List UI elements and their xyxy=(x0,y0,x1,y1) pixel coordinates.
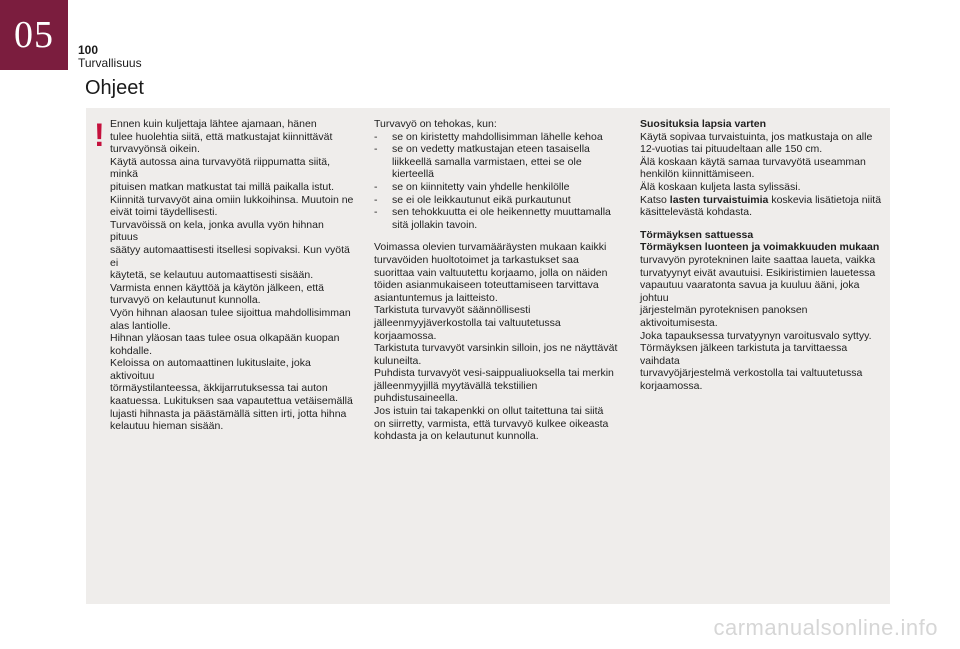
watermark: carmanualsonline.info xyxy=(713,615,938,640)
text-line: tulee huolehtia siitä, että matkustajat kiinnittävät xyxy=(110,130,333,143)
bullet-item-continued: sitä jollakin tavoin. xyxy=(392,218,478,231)
text-line: Käytä sopivaa turvaistuinta, jos matkustaja on alle xyxy=(640,130,873,143)
text-line: järjestelmän pyroteknisen panoksen aktivoitumisesta. xyxy=(640,304,808,329)
text-line: Joka tapauksessa turvatyynyn varoitusvalo syttyy. xyxy=(640,329,872,342)
text-line: Voimassa olevien turvamääräysten mukaan kaikki xyxy=(374,241,607,254)
text-line: kohdasta ja on kelautunut kunnolla. xyxy=(374,430,539,443)
bullet-item: - se on vedetty matkustajan eteen tasaisella xyxy=(374,143,590,156)
text-line: Jos istuin tai takapenkki on ollut taitettuna tai siitä xyxy=(374,405,604,418)
text-line: Tarkistuta turvavyöt säännöllisesti xyxy=(374,304,531,317)
column-safety-notes xyxy=(110,118,354,433)
children-text xyxy=(640,131,888,194)
column-seatbelt-effectiveness xyxy=(374,118,624,443)
collision-text xyxy=(640,254,888,393)
text-line: kaatuessa. Lukituksen saa vapautettua vetäisemällä xyxy=(110,395,353,408)
text-line: jälleenmyyjillä myytävällä tekstiilien puhdistusaineella. xyxy=(374,379,538,405)
text-line: 12-vuotias tai pituudeltaan alle 150 cm. xyxy=(640,143,823,156)
text-line: Varmista ennen käyttöä ja käytön jälkeen, että xyxy=(110,281,325,294)
text-line: Tarkistuta turvavyöt varsinkin silloin, jos ne näyttävät xyxy=(374,342,618,355)
chapter-number-tab: 05 xyxy=(0,0,68,70)
text-line: Puhdista turvavyöt vesi-saippualiuoksella tai merkin xyxy=(374,367,614,380)
text-line: jälleenmyyjäverkostolla tai valtuutetussa korjaamossa. xyxy=(374,316,561,342)
text-line: asiantuntemus ja laitteisto. xyxy=(374,291,498,304)
page-number: 100 xyxy=(78,43,99,57)
warning-icon: ! xyxy=(94,117,105,153)
text-line: Älä koskaan käytä samaa turvavyötä useamman xyxy=(640,155,866,168)
text-line: töiden asianmukaiseen toteuttamiseen tarvittava xyxy=(374,279,599,292)
text-line: turvavyöjärjestelmä verkostolla tai valtuutetussa xyxy=(640,367,863,380)
text-line: turvavyön pyrotekninen laite saattaa laueta, vaikka xyxy=(640,253,876,266)
text-line: Ennen kuin kuljettaja lähtee ajamaan, hänen xyxy=(110,118,317,130)
bullet-item: - sen tehokkuutta ei ole heikennetty muuttamalla xyxy=(374,206,611,219)
text-line: eivät toimi täydellisesti. xyxy=(110,206,218,219)
text-line: kelautuu hieman sisään. xyxy=(110,420,224,433)
text-line: turvavöiden huoltotoimet ja tarkastukset saa xyxy=(374,253,579,266)
text-line: Käytä autossa aina turvavyötä riippumatta siitä, minkä xyxy=(110,155,331,181)
bullet-item-continued: liikkeellä samalla varmistaen, ettei se ole kierteellä xyxy=(392,155,582,181)
text-line: henkilön kiinnittämiseen. xyxy=(640,168,755,181)
bullet-item: - se on kiinnitetty vain yhdelle henkilölle xyxy=(374,180,570,193)
text-line: turvavyönsä oikein. xyxy=(110,143,200,156)
text-line: Vyön hihnan alaosan tulee sijoittua mahdollisimman xyxy=(110,306,351,319)
column-children-and-collision xyxy=(640,118,888,392)
text-line: vapautuu vaaratonta savua ja kuuluu ääni, joka johtuu xyxy=(640,279,860,304)
text-line: on siirretty, varmista, että turvavyö kulkee oikeasta xyxy=(374,417,609,430)
maintenance-text xyxy=(374,241,624,443)
text-line: törmäystilanteessa, äkkijarrutuksessa tai auton xyxy=(110,382,328,395)
heading-collision: Törmäyksen sattuessa xyxy=(640,228,754,241)
text-line: Kiinnitä turvavyöt aina omiin lukkoihinsa. Muutoin ne xyxy=(110,193,354,206)
text-line: käytetä, se kelautuu automaattisesti sisään. xyxy=(110,269,314,282)
text-line: Törmäyksen jälkeen tarkistuta ja tarvittaessa vaihdata xyxy=(640,342,848,367)
text-line: kuluneilta. xyxy=(374,354,422,367)
reference-link-text: lasten turvaistuimia xyxy=(669,193,769,206)
text-line: suorittaa vain valtuutettu korjaamo, jolla on näiden xyxy=(374,266,608,279)
text-line: korjaamossa. xyxy=(640,379,703,392)
text-line: turvatyynyt eivät avautuisi. Esikiristimien lauetessa xyxy=(640,266,876,279)
text-line: Älä koskaan kuljeta lasta sylissäsi. xyxy=(640,180,801,193)
section-name: Turvallisuus xyxy=(78,56,142,70)
bullet-item: - se on kiristetty mahdollisimman lähelle kehoa xyxy=(374,130,603,143)
text-line: kohdalle. xyxy=(110,344,153,357)
heading-children: Suosituksia lapsia varten xyxy=(640,118,767,130)
bullet-item: - se ei ole leikkautunut eikä purkautunut xyxy=(374,193,571,206)
reference-line: Katso lasten turvaistuimia koskevia lisätietoja niitä xyxy=(640,193,882,206)
text-line: turvavyö on kelautunut kunnolla. xyxy=(110,294,261,307)
text-line: Turvavöissä on kela, jonka avulla vyön hihnan pituus xyxy=(110,218,324,244)
text-line: Keloissa on automaattinen lukituslaite, joka aktivoituu xyxy=(110,357,311,382)
text-line: Hihnan yläosan taas tulee osua olkapään kuopan xyxy=(110,332,340,345)
intro-text: Turvavyö on tehokas, kun: xyxy=(374,118,497,130)
subheading-collision: Törmäyksen luonteen ja voimakkuuden mukaan xyxy=(640,241,880,254)
reference-line-continued: käsittelevästä kohdasta. xyxy=(640,206,753,219)
text-line: alas lantiolle. xyxy=(110,319,171,332)
text-line: säätyy automaattisesti itsellesi sopivaksi. Kun vyötä ei xyxy=(110,243,350,269)
text-line: pituisen matkan matkustat tai millä paikalla istut. xyxy=(110,180,335,193)
text-line: lujasti hihnasta ja päästämällä sitten irti, jotta hihna xyxy=(110,407,347,420)
page-title: Ohjeet xyxy=(85,77,144,99)
